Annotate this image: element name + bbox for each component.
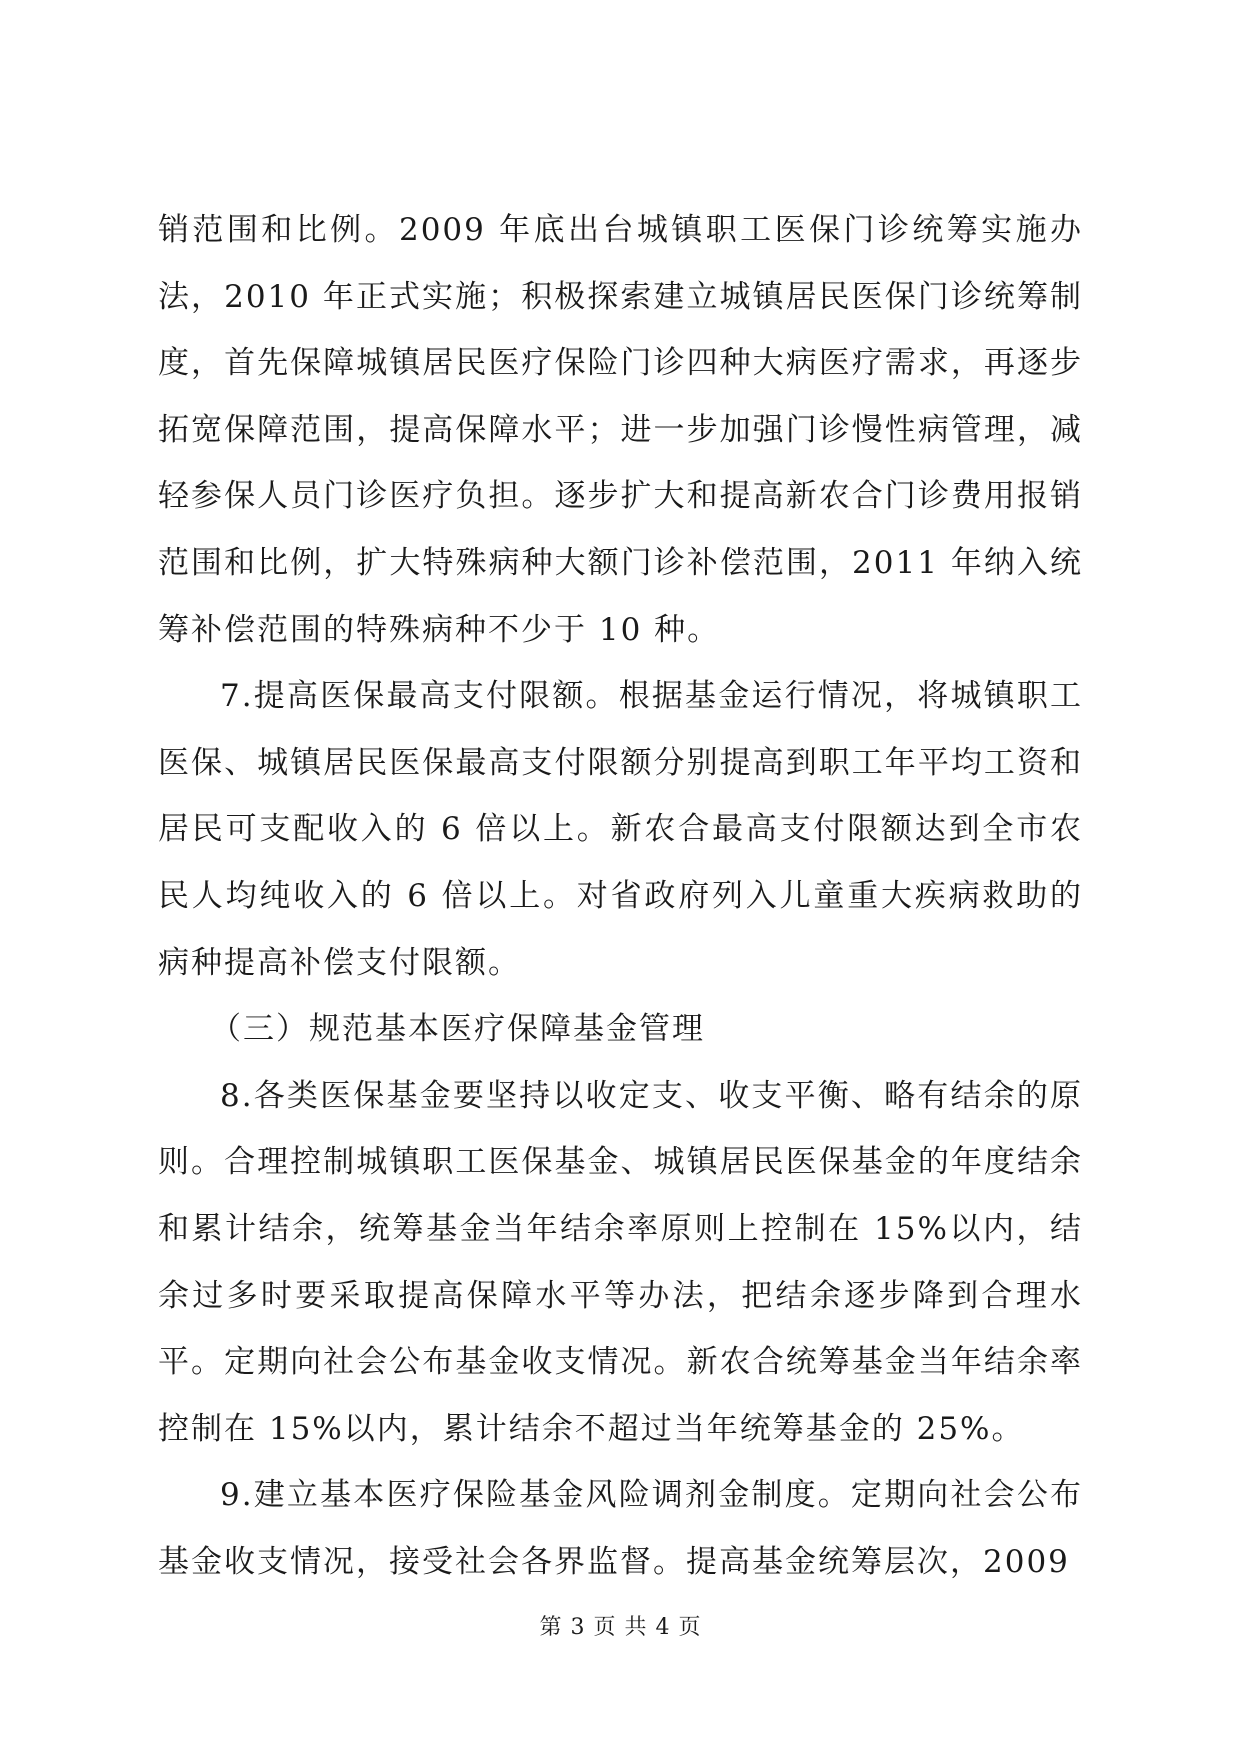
paragraph-outpatient-coordination: 销范围和比例。2009 年底出台城镇职工医保门诊统筹实施办法，2010 年正式实施；积极探索建立城镇居民医保门诊统筹制度，首先保障城镇居民医疗保险门诊四种大病医疗需求，再逐步拓宽保障范围，提高保障水平；进一步加强门诊慢性病管理，减轻参保人员门诊医疗负担。逐步扩大和提高新农合门诊费用报销范围和比例，扩大特殊病种大额门诊补偿范围，2011 年纳入统筹补偿范围的特殊病种不少于 10 种。 [158,212,1083,648]
page-number-footer: 第 3 页 共 4 页 [539,1615,702,1640]
paragraph-payment-limit: 7.提高医保最高支付限额。根据基金运行情况，将城镇职工医保、城镇居民医保最高支付限额分别提高到职工年平均工资和居民可支配收入的 6 倍以上。新农合最高支付限额达到全市农民人均纯收入的 6 倍以上。对省政府列入儿童重大疾病救助的病种提高补偿支付限额。 [158,678,1083,981]
paragraph-risk-adjustment-fund: 9.建立基本医疗保险基金风险调剂金制度。定期向社会公布基金收支情况，接受社会各界监督。提高基金统筹层次，2009 [158,1477,1083,1580]
paragraph-fund-balance: 8.各类医保基金要坚持以收定支、收支平衡、略有结余的原则。合理控制城镇职工医保基金、城镇居民医保基金的年度结余和累计结余，统筹基金当年结余率原则上控制在 15%以内，结余过多时要采取提高保障水平等办法，把结余逐步降到合理水平。定期向社会公布基金收支情况。新农合统筹基金当年结余率控制在 15%以内，累计结余不超过当年统筹基金的 25%。 [158,1077,1083,1447]
section-heading-fund-management: （三）规范基本医疗保障基金管理 [210,1011,705,1048]
document-body [158,197,1083,1595]
